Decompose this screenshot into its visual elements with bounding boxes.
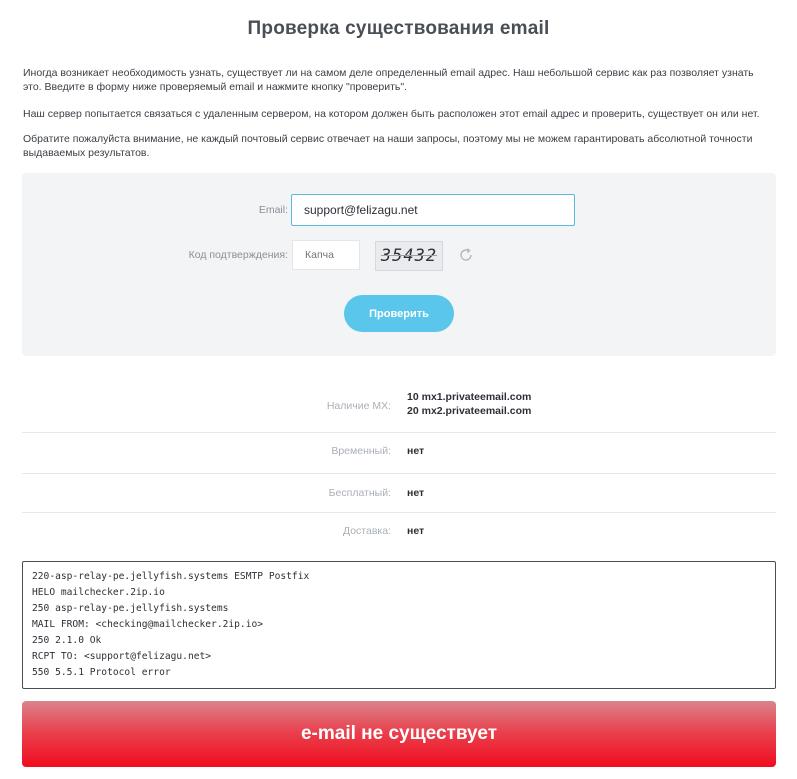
log-line: 250 2.1.0 Ok — [32, 635, 102, 646]
delivery-value: нет — [407, 525, 425, 537]
result-row-temporary — [22, 433, 776, 474]
check-button[interactable]: Проверить — [344, 295, 454, 332]
temporary-label: Временный: — [331, 445, 391, 457]
result-row-delivery — [22, 513, 776, 551]
mx-records — [407, 391, 531, 418]
page-title: Проверка существования email — [247, 18, 550, 39]
log-line: 550 5.5.1 Protocol error — [32, 667, 171, 678]
mx-record: 20 mx2.privateemail.com — [407, 404, 532, 417]
check-form — [22, 173, 776, 356]
email-label: Email: — [258, 204, 288, 216]
mx-label: Наличие MX: — [326, 400, 391, 412]
captcha-input[interactable] — [292, 240, 360, 270]
mx-record: 10 mx1.privateemail.com — [407, 391, 532, 403]
results-table — [22, 380, 776, 551]
captcha-image: 35432 — [375, 241, 443, 271]
intro-paragraph-1: Иногда возникает необходимость узнать, существует ли на самом деле определенный email адрес. Наш небольшой сервис как раз позволяет узнать это. Введите в форму ниже проверяемый email и нажмите кнопку "проверить". — [23, 67, 754, 93]
log-line: 250 asp-relay-pe.jellyfish.systems — [32, 603, 229, 614]
captcha-label: Код подтверждения: — [188, 249, 288, 261]
log-line: 220-asp-relay-pe.jellyfish.systems ESMTP Postfix — [32, 571, 310, 582]
intro-paragraph-3: Обратите пожалуйста внимание, не каждый почтовый сервис отвечает на наши запросы, поэтому мы не можем гарантировать абсолютной точности выдаваемых результатов. — [23, 133, 753, 159]
verdict-banner: e-mail не существует — [22, 701, 776, 767]
result-row-free — [22, 474, 776, 513]
result-row-mx — [22, 380, 776, 433]
email-field[interactable] — [291, 194, 575, 226]
log-line: MAIL FROM: <checking@mailchecker.2ip.io> — [32, 619, 264, 630]
log-line: RCPT TO: <support@felizagu.net> — [32, 651, 212, 662]
temporary-value: нет — [407, 445, 425, 457]
delivery-label: Доставка: — [342, 525, 391, 537]
smtp-log[interactable] — [22, 561, 776, 689]
log-line: HELO mailchecker.2ip.io — [32, 587, 165, 598]
intro-paragraph-2: Наш сервер попытается связаться с удаленным сервером, на котором должен быть расположен этот email адрес и проверить, существует он или нет. — [23, 108, 760, 120]
free-value: нет — [407, 487, 425, 499]
refresh-icon[interactable] — [458, 247, 474, 263]
free-label: Бесплатный: — [328, 487, 391, 499]
